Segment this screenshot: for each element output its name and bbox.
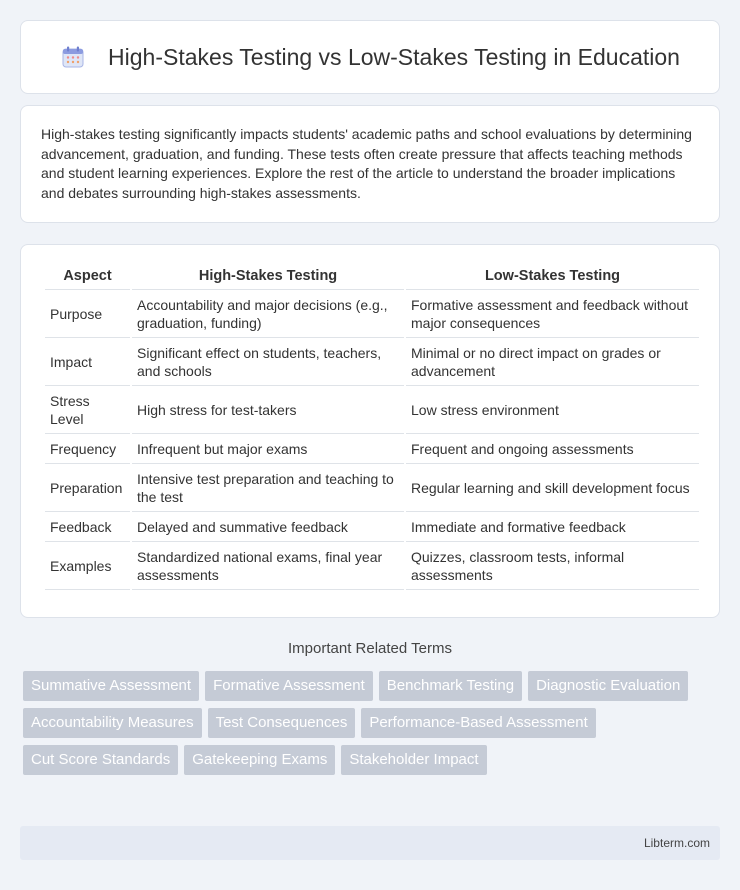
cell-aspect: Examples	[45, 542, 130, 590]
related-term-tag[interactable]: Gatekeeping Exams	[184, 745, 335, 775]
cell-high-stakes: Infrequent but major exams	[132, 434, 404, 464]
table-header-row	[45, 263, 699, 290]
header-low-stakes: Low-Stakes Testing	[406, 263, 699, 290]
table-row	[45, 386, 699, 434]
header-high-stakes: High-Stakes Testing	[132, 263, 404, 290]
cell-low-stakes: Frequent and ongoing assessments	[406, 434, 699, 464]
related-term-tag[interactable]: Diagnostic Evaluation	[528, 671, 688, 701]
related-term-tag[interactable]: Cut Score Standards	[23, 745, 178, 775]
related-term-tag[interactable]: Formative Assessment	[205, 671, 373, 701]
intro-card	[20, 105, 720, 223]
cell-high-stakes: Intensive test preparation and teaching to the test	[132, 464, 404, 512]
related-term-tag[interactable]: Benchmark Testing	[379, 671, 522, 701]
cell-high-stakes: High stress for test-takers	[132, 386, 404, 434]
footer	[20, 826, 720, 860]
cell-low-stakes: Quizzes, classroom tests, informal assessments	[406, 542, 699, 590]
related-term-tag[interactable]: Performance-Based Assessment	[361, 708, 595, 738]
cell-low-stakes: Immediate and formative feedback	[406, 512, 699, 542]
cell-aspect: Purpose	[45, 290, 130, 338]
header-aspect: Aspect	[45, 263, 130, 290]
header-card	[20, 20, 720, 94]
page-title: High-Stakes Testing vs Low-Stakes Testing in Education	[108, 43, 680, 70]
related-terms-list	[23, 671, 723, 775]
related-term-tag[interactable]: Test Consequences	[208, 708, 356, 738]
related-terms-title: Important Related Terms	[288, 640, 452, 657]
cell-high-stakes: Delayed and summative feedback	[132, 512, 404, 542]
table-row	[45, 542, 699, 590]
cell-aspect: Frequency	[45, 434, 130, 464]
table-row	[45, 512, 699, 542]
intro-text: High-stakes testing significantly impacts students' academic paths and school evaluations by determining advancement, graduation, and funding. These tests often create pressure that affects teaching methods and student learning experiences. Explore the rest of the article to understand the broader implications and debates surrounding high-stakes assessments.	[41, 126, 692, 201]
footer-site-link[interactable]: Libterm.com	[643, 836, 710, 850]
table-row	[45, 338, 699, 386]
calendar-icon	[60, 44, 86, 70]
table-row	[45, 290, 699, 338]
cell-aspect: Impact	[45, 338, 130, 386]
cell-low-stakes: Regular learning and skill development focus	[406, 464, 699, 512]
cell-low-stakes: Low stress environment	[406, 386, 699, 434]
comparison-card	[20, 244, 720, 618]
cell-aspect: Preparation	[45, 464, 130, 512]
cell-high-stakes: Standardized national exams, final year assessments	[132, 542, 404, 590]
related-term-tag[interactable]: Stakeholder Impact	[341, 745, 486, 775]
cell-aspect: Feedback	[45, 512, 130, 542]
cell-high-stakes: Accountability and major decisions (e.g., graduation, funding)	[132, 290, 404, 338]
table-row	[45, 464, 699, 512]
cell-low-stakes: Minimal or no direct impact on grades or advancement	[406, 338, 699, 386]
cell-high-stakes: Significant effect on students, teachers, and schools	[132, 338, 404, 386]
comparison-table	[43, 263, 701, 590]
table-row	[45, 434, 699, 464]
related-term-tag[interactable]: Summative Assessment	[23, 671, 199, 701]
cell-low-stakes: Formative assessment and feedback without major consequences	[406, 290, 699, 338]
cell-aspect: Stress Level	[45, 386, 130, 434]
related-term-tag[interactable]: Accountability Measures	[23, 708, 202, 738]
